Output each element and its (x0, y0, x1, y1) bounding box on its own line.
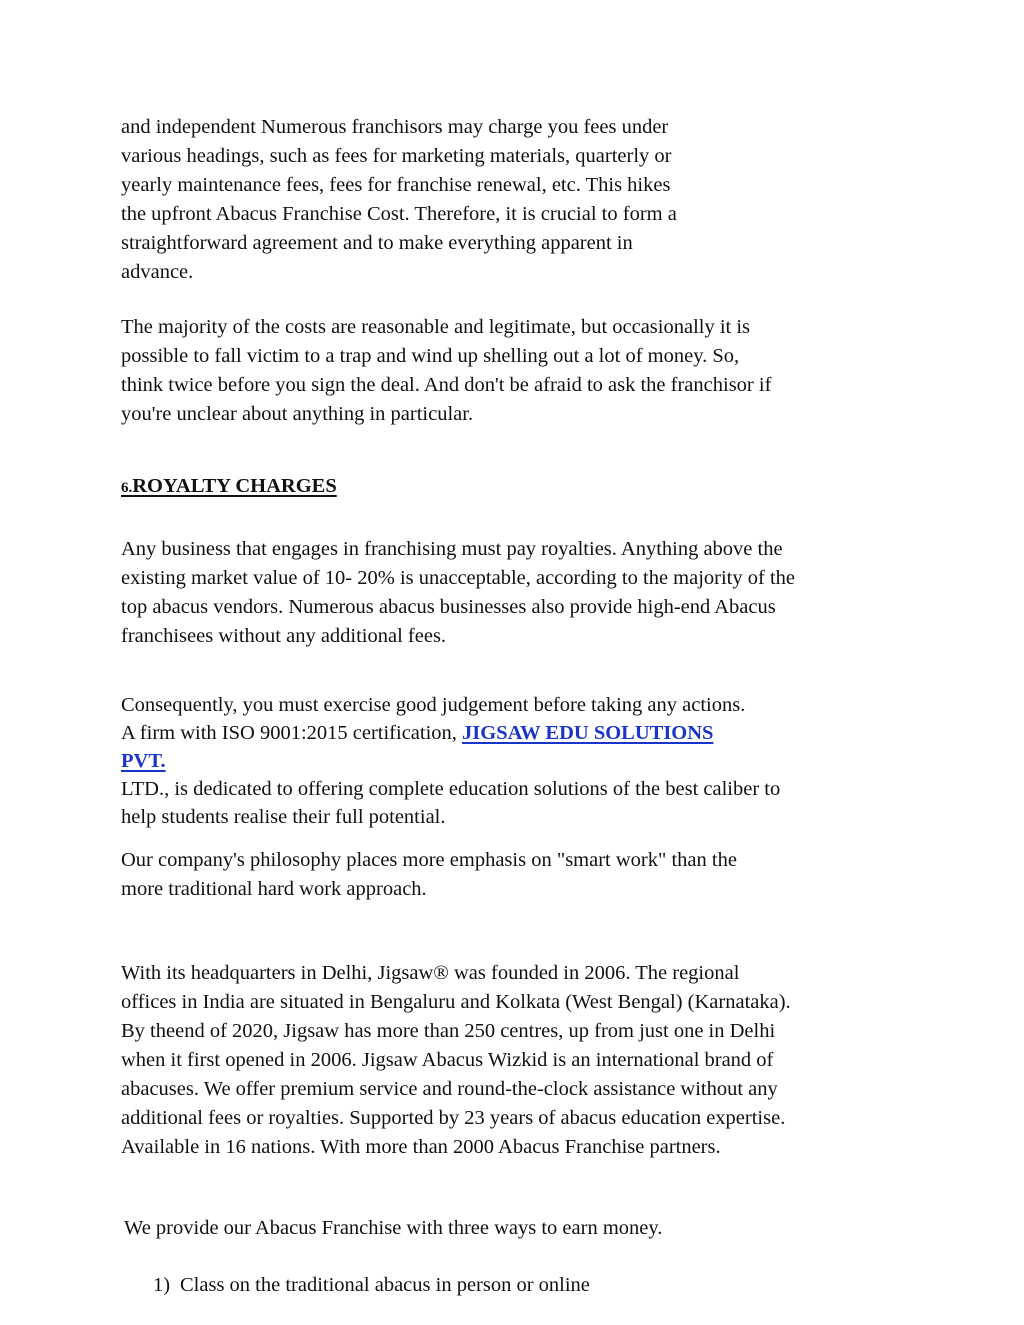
paragraph-earn-money (124, 1214, 662, 1243)
company-link-continued[interactable]: PVT. (121, 750, 166, 772)
section-heading (121, 472, 337, 503)
paragraph-line: LTD., is dedicated to offering complete education solutions of the best caliber to (121, 778, 781, 800)
paragraph-line: offices in India are situated in Bengaluru and Kolkata (West Bengal) (Karnataka). (121, 991, 791, 1013)
paragraph-line: you're unclear about anything in particular. (121, 403, 474, 425)
paragraph-line: more traditional hard work approach. (121, 878, 427, 900)
paragraph-line (121, 747, 780, 775)
paragraph-line: straightforward agreement and to make everything apparent in (121, 232, 633, 254)
paragraph-headquarters (121, 959, 791, 1162)
paragraph-line: Any business that engages in franchising must pay royalties. Anything above the (121, 538, 783, 560)
section-number: 6. (121, 480, 133, 496)
paragraph-line: With its headquarters in Delhi, Jigsaw® was founded in 2006. The regional (121, 962, 740, 984)
paragraph-line: possible to fall victim to a trap and wind up shelling out a lot of money. So, (121, 345, 740, 367)
paragraph-line: the upfront Abacus Franchise Cost. Therefore, it is crucial to form a (121, 203, 677, 225)
paragraph-line: yearly maintenance fees, fees for franchise renewal, etc. This hikes (121, 174, 671, 196)
paragraph-costs (121, 313, 771, 429)
paragraph-line: advance. (121, 261, 194, 283)
paragraph-fees (121, 113, 677, 287)
section-title: ROYALTY CHARGES (132, 475, 337, 497)
paragraph-line: Consequently, you must exercise good judgement before taking any actions. (121, 694, 746, 716)
paragraph-line: various headings, such as fees for marketing materials, quarterly or (121, 145, 672, 167)
paragraph-royalties (121, 535, 795, 651)
paragraph-philosophy (121, 846, 737, 904)
paragraph-line: and independent Numerous franchisors may charge you fees under (121, 116, 669, 138)
paragraph-line: existing market value of 10- 20% is unacceptable, according to the majority of the (121, 567, 795, 589)
paragraph-line: when it first opened in 2006. Jigsaw Abacus Wizkid is an international brand of (121, 1049, 774, 1071)
paragraph-line: abacuses. We offer premium service and round-the-clock assistance without any (121, 1078, 778, 1100)
paragraph-company (121, 691, 780, 831)
list-marker: 1) (153, 1274, 171, 1296)
certification-text: A firm with ISO 9001:2015 certification, (121, 722, 463, 744)
paragraph-line: Available in 16 nations. With more than 2000 Abacus Franchise partners. (121, 1136, 721, 1158)
paragraph-line: help students realise their full potential. (121, 806, 446, 828)
paragraph-line: We provide our Abacus Franchise with three ways to earn money. (124, 1217, 663, 1239)
list-item (153, 1271, 590, 1300)
paragraph-line (121, 719, 780, 747)
paragraph-line: By theend of 2020, Jigsaw has more than 250 centres, up from just one in Delhi (121, 1020, 776, 1042)
paragraph-line: additional fees or royalties. Supported by 23 years of abacus education expertise. (121, 1107, 786, 1129)
list-item-text: Class on the traditional abacus in person or online (180, 1274, 590, 1296)
paragraph-line: Our company's philosophy places more emphasis on "smart work" than the (121, 849, 737, 871)
paragraph-line: top abacus vendors. Numerous abacus businesses also provide high-end Abacus (121, 596, 776, 618)
paragraph-line: think twice before you sign the deal. And don't be afraid to ask the franchisor if (121, 374, 772, 396)
company-link[interactable]: JIGSAW EDU SOLUTIONS (462, 722, 714, 744)
paragraph-line: franchisees without any additional fees. (121, 625, 447, 647)
paragraph-line: The majority of the costs are reasonable and legitimate, but occasionally it is (121, 316, 751, 338)
